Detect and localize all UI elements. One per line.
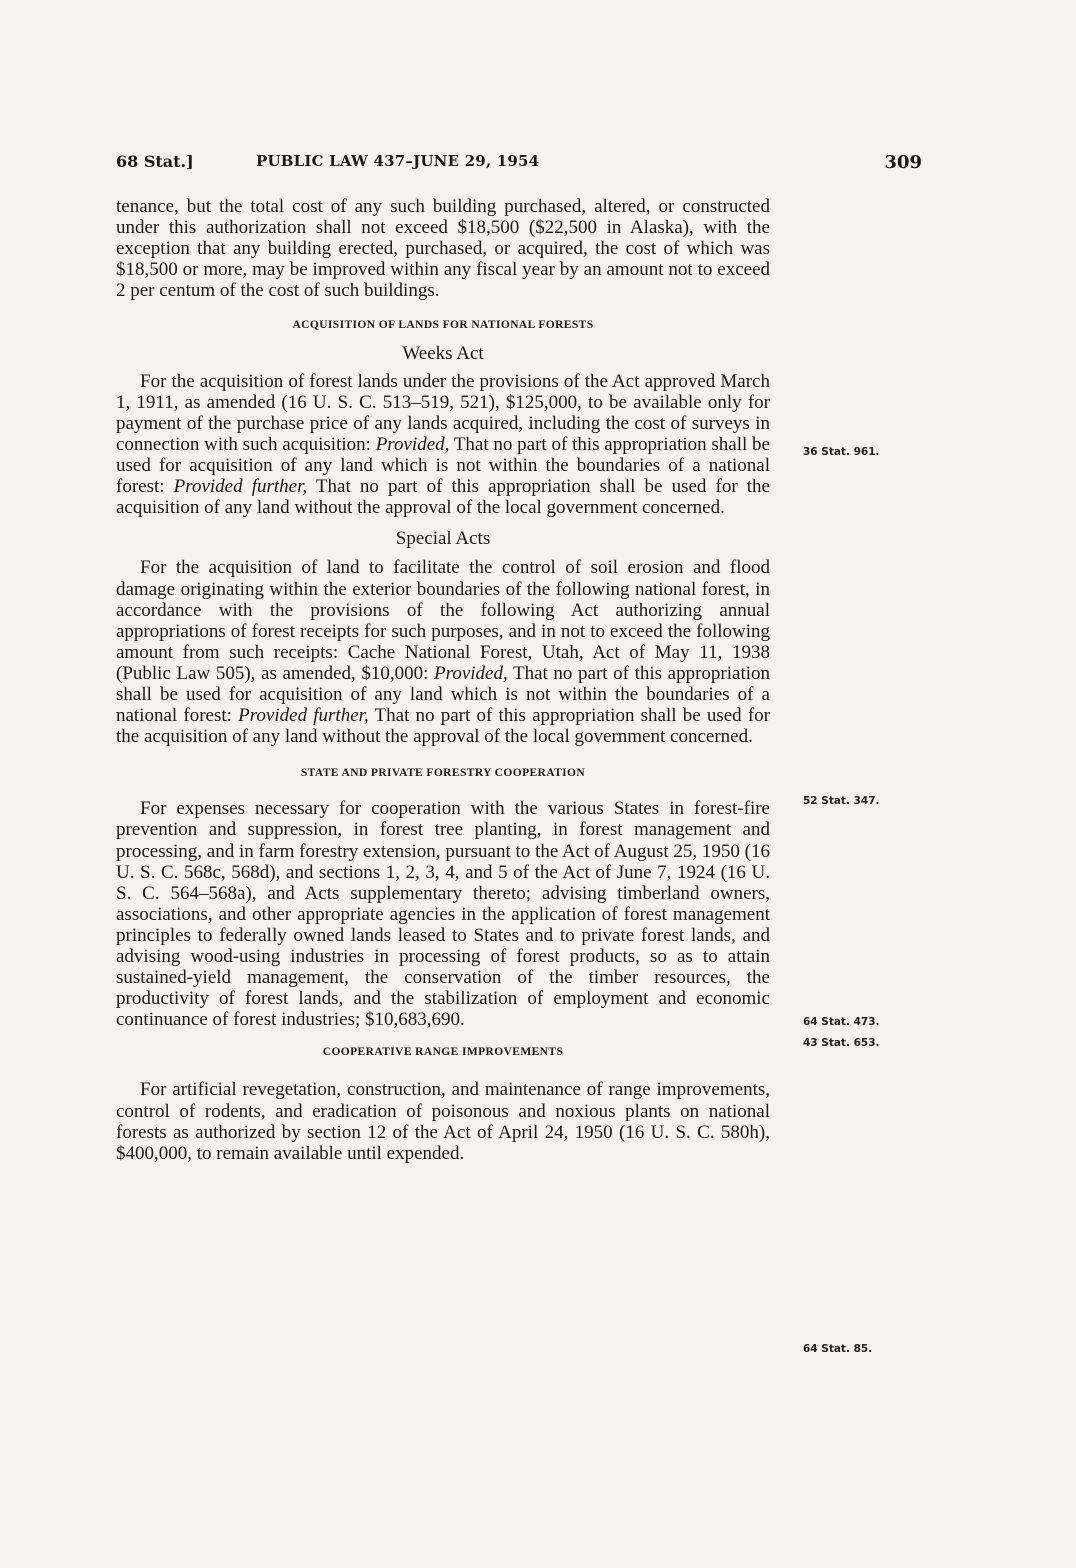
margin-citation: 64 Stat. 85. bbox=[803, 1343, 873, 1355]
paragraph-weeks-act bbox=[116, 371, 770, 519]
text-span: For the acquisition of land to facilitate the control of soil erosion and flood damage originating within the exterior boundaries of the following national forest, in accordance with the provisions of the following Act authorizing annual appropriations of forest receipts for such purposes, and in not to exceed the following amount from such receipts: Cache National Forest, Utah, Act of May 11, 1938 (Public Law 505), as amended, $10,000: bbox=[116, 557, 770, 684]
margin-citation: 36 Stat. 961. bbox=[803, 446, 880, 458]
italic-provided-further: Provided further, bbox=[173, 476, 308, 498]
paragraph-range: For artificial revegetation, construction, and maintenance of range improvements, control of rodents, and eradication of poisonous and noxious plants on national forests as authorized by section 12 of the Act of April 24, 1950 (16 U. S. C. 580h), $400,000, to remain available until expended. bbox=[116, 1079, 770, 1164]
paragraph-special-acts bbox=[116, 557, 770, 747]
text-span: For the acquisition of forest lands under the provisions of the Act approved March 1, 1911, as amended (16 U. S. C. 513–519, 521), $125,000, to be available only for payment of the purchase price of any lands acquired, including the cost of surveys in connection with such acquisition: bbox=[116, 370, 770, 455]
running-title: PUBLIC LAW 437–JUNE 29, 1954 bbox=[256, 152, 540, 170]
section-heading-acquisition: ACQUISITION OF LANDS FOR NATIONAL FORESTS bbox=[292, 319, 594, 332]
volume-citation: 68 Stat.] bbox=[116, 152, 194, 171]
italic-provided-further: Provided further, bbox=[238, 705, 369, 727]
paragraph-building-cost: tenance, but the total cost of any such building purchased, altered, or constructed under this authorization shall not exceed $18,500 ($22,500 in Alaska), with the exception that any building erected, purchased, or acquired, the cost of which was $18,500 or more, may be improved within any fiscal year by an amount not to exceed 2 per centum of the cost of such buildings. bbox=[116, 196, 770, 302]
text-span: That no part of this appropriation shall be used for acquisition of any land which is not within the boundaries of a national forest: bbox=[116, 433, 770, 498]
subheading-special-acts: Special Acts bbox=[395, 528, 491, 550]
italic-provided: Provided, bbox=[434, 662, 508, 684]
text-span: That no part of this appropriation shall be used for the acquisition of any land without the approval of the local government concerned. bbox=[116, 705, 770, 748]
paragraph-state-private: For expenses necessary for cooperation with the various States in forest-fire prevention and suppression, in forest tree planting, in forest management and processing, and in farm forestry extension, pursuant to the Act of August 25, 1950 (16 U. S. C. 568c, 568d), and sections 1, 2, 3, 4, and 5 of the Act of June 7, 1924 (16 U. S. C. 564–568a), and Acts supplementary thereto; advising timberland owners, associations, and other appropriate agencies in the application of forest management principles to federally owned lands leased to States and to private forest lands, and advising wood-using industries in processing of forest products, so as to attain sustained-yield management, the conservation of the timber resources, the productivity of forest lands, and the stabilization of employment and economic continuance of forest industries; $10,683,690. bbox=[116, 798, 770, 1031]
margin-citation: 52 Stat. 347. bbox=[803, 795, 880, 807]
margin-citation: 64 Stat. 473. bbox=[803, 1016, 880, 1028]
running-head bbox=[116, 152, 922, 174]
page-number: 309 bbox=[884, 152, 922, 173]
margin-citation: 43 Stat. 653. bbox=[803, 1037, 880, 1049]
text-span: That no part of this appropriation shall be used for acquisition of any land which is not within the boundaries of a national forest: bbox=[116, 662, 771, 727]
body-text bbox=[116, 196, 770, 1164]
section-heading-state-private: STATE AND PRIVATE FORESTRY COOPERATION bbox=[300, 767, 586, 780]
section-heading-range: COOPERATIVE RANGE IMPROVEMENTS bbox=[322, 1046, 564, 1059]
text-span: That no part of this appropriation shall be used for the acquisition of any land without the approval of the local government concerned. bbox=[116, 476, 770, 519]
italic-provided: Provided, bbox=[375, 433, 450, 455]
subheading-weeks-act: Weeks Act bbox=[402, 342, 484, 364]
